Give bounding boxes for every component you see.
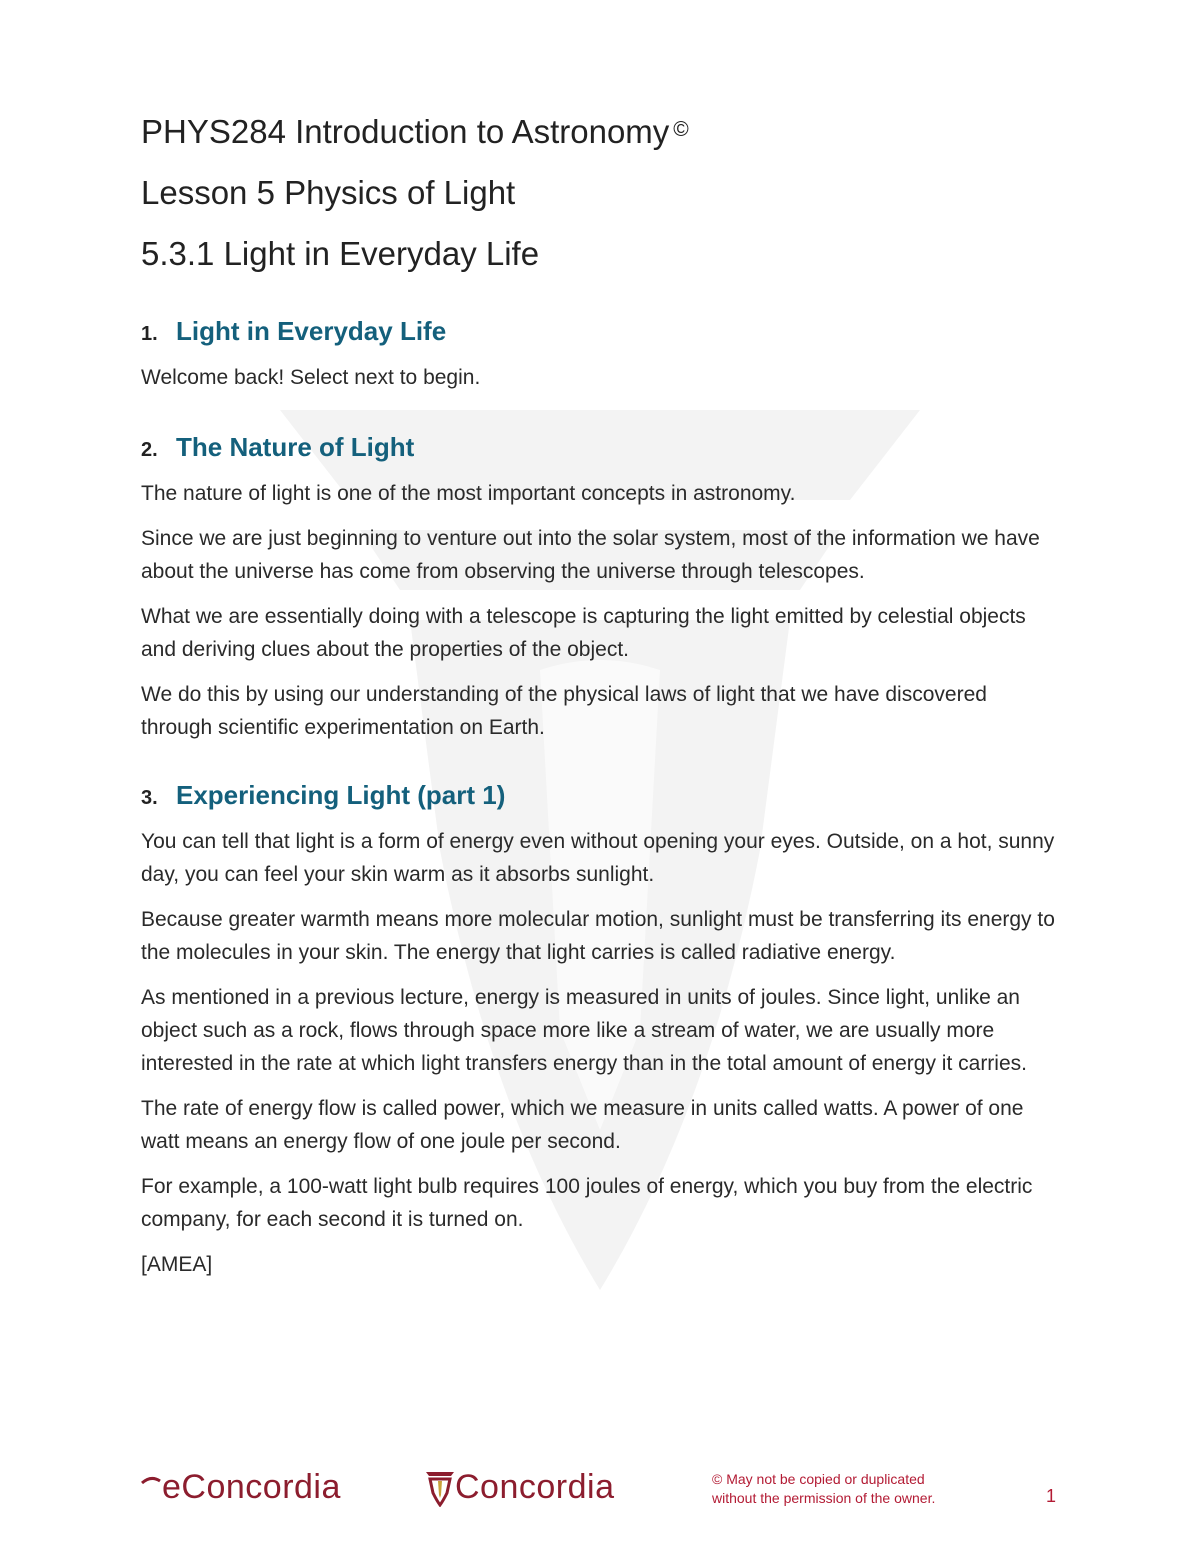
notice-line-2: without the permission of the owner. [712,1490,936,1506]
paragraph: We do this by using our understanding of the physical laws of light that we have discovered through scientific experimentation on Earth. [141,683,987,740]
paragraph: Since we are just beginning to venture out into the solar system, most of the information we have about the universe has come from observing the universe through telescopes. [141,527,1040,584]
swoosh-icon [140,1473,162,1503]
section-heading-text: Experiencing Light (part 1) [176,780,506,810]
section-heading-text: The Nature of Light [176,432,415,462]
section-heading [141,316,1061,347]
paragraph: For example, a 100-watt light bulb requires 100 joules of energy, which you buy from the electric company, for each second it is turned on. [141,1175,1033,1232]
copyright-notice [712,1470,935,1508]
paragraph: You can tell that light is a form of energy even without opening your eyes. Outside, on a hot, sunny day, you can feel your skin warm as it absorbs sunlight. [141,830,1055,887]
citation: [AMEA] [141,1253,213,1277]
topic-title: 5.3.1 Light in Everyday Life [141,235,540,272]
concordia-shield-icon [425,1469,455,1507]
copyright-symbol: © [673,118,689,141]
paragraph: The rate of energy flow is called power, which we measure in units called watts. A power of one watt means an energy flow of one joule per second. [141,1097,1024,1154]
section-heading-text: Light in Everyday Life [176,316,447,346]
section-number: 3. [141,787,158,809]
section-3 [141,780,1061,1293]
section-2 [141,432,1061,756]
course-title [141,112,689,152]
page-footer [0,1460,1200,1520]
paragraph: What we are essentially doing with a telescope is capturing the light emitted by celestial objects and deriving clues about the properties of the object. [141,605,1026,662]
page-number: 1 [1046,1486,1057,1506]
lesson-title: Lesson 5 Physics of Light [141,174,516,211]
concordia-logo-text: Concordia [455,1468,615,1506]
section-number: 2. [141,439,158,461]
econcordia-logo [140,1468,341,1507]
econcordia-logo-text: eConcordia [162,1468,341,1506]
course-title-text: PHYS284 Introduction to Astronomy [141,113,670,150]
section-1 [141,316,1061,406]
concordia-logo [425,1468,614,1507]
section-number: 1. [141,323,158,345]
paragraph: As mentioned in a previous lecture, energy is measured in units of joules. Since light, unlike an object such as a rock, flows through space more like a stream of water, we are usually more interested in the rate at which light transfers energy than in the total amount of energy it carries. [141,986,1027,1076]
paragraph: Because greater warmth means more molecular motion, sunlight must be transferring its energy to the molecules in your skin. The energy that light carries is called radiative energy. [141,908,1055,965]
paragraph: The nature of light is one of the most important concepts in astronomy. [141,482,796,506]
paragraph: Welcome back! Select next to begin. [141,366,481,390]
notice-line-1: © May not be copied or duplicated [712,1471,925,1487]
section-heading [141,780,1061,811]
section-heading [141,432,1061,463]
